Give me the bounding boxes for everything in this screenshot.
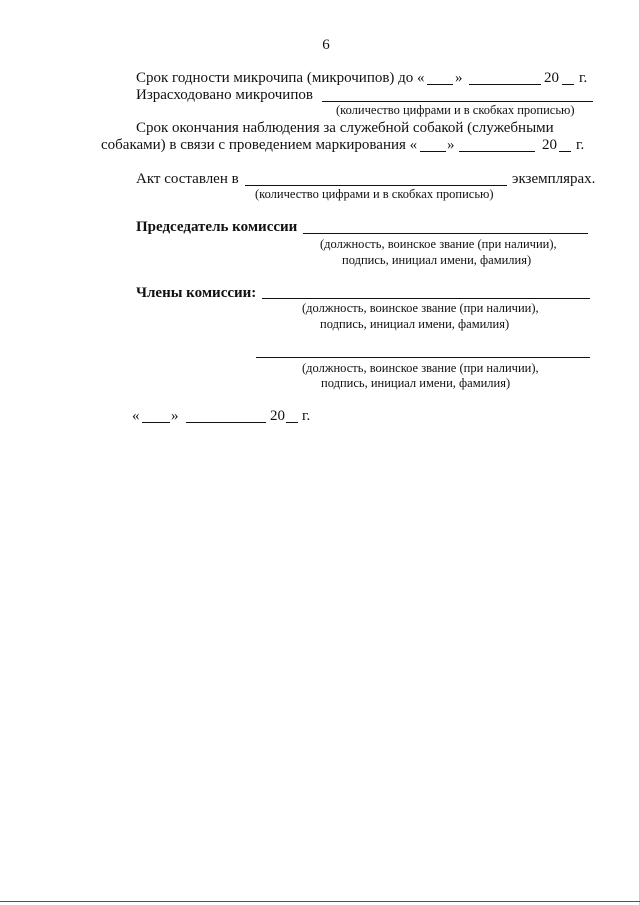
page-number: 6 xyxy=(322,37,330,53)
member2-hint-line1: (должность, воинское звание (при наличии), xyxy=(302,361,539,375)
date-day-blank[interactable] xyxy=(142,422,170,423)
observation-year-blank[interactable] xyxy=(559,151,571,152)
act-copies-blank[interactable] xyxy=(245,185,507,186)
chairman-hint-line2: подпись, инициал имени, фамилия) xyxy=(342,253,532,267)
observation-line2-label: собаками) в связи с проведением маркирования « xyxy=(101,137,418,153)
act-label: Акт составлен в xyxy=(136,171,239,187)
member1-blank[interactable] xyxy=(262,298,590,299)
observation-day-blank[interactable] xyxy=(420,151,446,152)
shelf-life-year-prefix: 20 xyxy=(544,70,559,86)
chairman-label: Председатель комиссии xyxy=(136,219,298,235)
member2-blank[interactable] xyxy=(256,357,590,358)
act-hint: (количество цифрами и в скобках прописью) xyxy=(255,187,494,201)
act-suffix: экземплярах. xyxy=(512,171,596,187)
chairman-blank[interactable] xyxy=(303,233,588,234)
shelf-life-month-blank[interactable] xyxy=(469,84,541,85)
page-bottom-edge xyxy=(0,901,640,902)
date-open-quote: « xyxy=(132,408,140,424)
chairman-hint-line1: (должность, воинское звание (при наличии), xyxy=(320,237,557,251)
date-year-prefix: 20 xyxy=(270,408,285,424)
member1-hint-line2: подпись, инициал имени, фамилия) xyxy=(320,317,510,331)
shelf-life-year-blank[interactable] xyxy=(562,84,574,85)
member2-hint-line2: подпись, инициал имени, фамилия) xyxy=(321,376,511,390)
shelf-life-label: Срок годности микрочипа (микрочипов) до « xyxy=(136,70,425,86)
used-label: Израсходовано микрочипов xyxy=(136,87,313,103)
observation-close-quote: » xyxy=(447,137,455,153)
members-label: Члены комиссии: xyxy=(136,285,257,301)
date-month-blank[interactable] xyxy=(186,422,266,423)
date-year-suffix: г. xyxy=(302,408,311,424)
observation-year-suffix: г. xyxy=(576,137,585,153)
date-close-quote: » xyxy=(171,408,179,424)
used-blank[interactable] xyxy=(322,101,593,102)
member1-hint-line1: (должность, воинское звание (при наличии), xyxy=(302,301,539,315)
shelf-life-close-quote: » xyxy=(455,70,463,86)
date-year-blank[interactable] xyxy=(286,422,298,423)
shelf-life-year-suffix: г. xyxy=(579,70,588,86)
observation-month-blank[interactable] xyxy=(459,151,535,152)
shelf-life-day-blank[interactable] xyxy=(427,84,453,85)
observation-line1: Срок окончания наблюдения за служебной собакой (служебными xyxy=(136,120,554,136)
used-hint: (количество цифрами и в скобках прописью) xyxy=(336,103,575,117)
observation-year-prefix: 20 xyxy=(542,137,557,153)
